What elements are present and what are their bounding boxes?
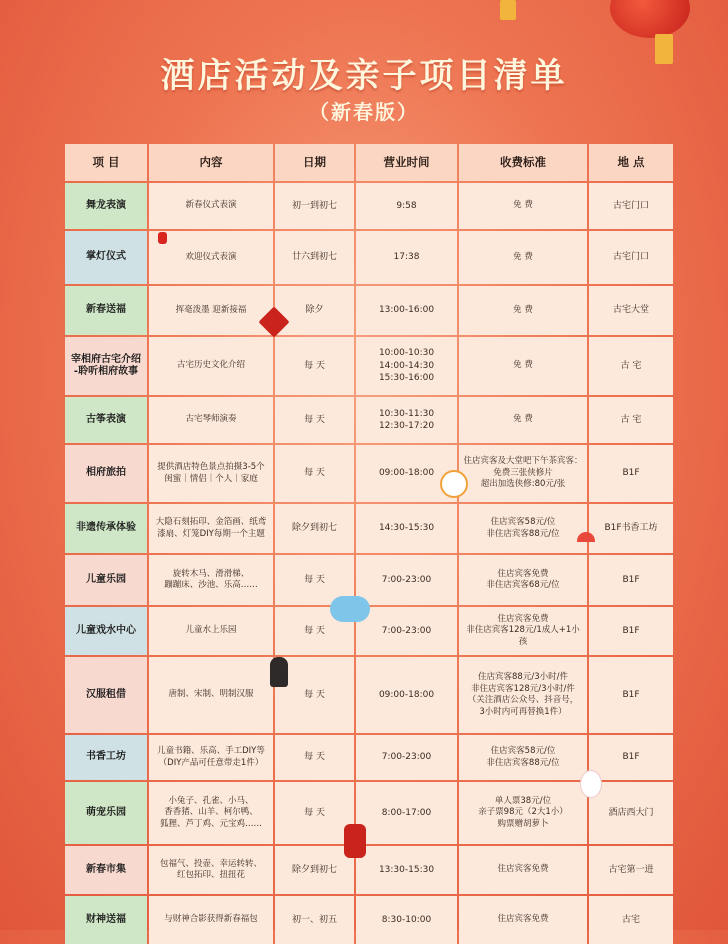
content-cell: 唐制、宋制、明制汉服 [149, 657, 273, 733]
tassel-icon [500, 0, 516, 20]
hours-cell: 9:58 [356, 183, 457, 229]
header-content: 内容 [149, 144, 273, 181]
place-cell: 古 宅 [589, 397, 673, 443]
item-cell: 汉服租借 [65, 657, 147, 733]
place-cell: B1F [589, 555, 673, 605]
hours-cell: 7:00-23:00 [356, 607, 457, 655]
date-cell: 廿六到初七 [275, 231, 354, 284]
item-cell: 掌灯仪式 [65, 231, 147, 284]
place-cell: 古宅第一进 [589, 846, 673, 894]
fee-cell: 住店宾客免费 非住店宾客68元/位 [459, 555, 587, 605]
date-cell: 每 天 [275, 657, 354, 733]
item-cell: 儿童戏水中心 [65, 607, 147, 655]
fee-cell: 免 费 [459, 397, 587, 443]
fee-cell: 免 费 [459, 183, 587, 229]
place-cell: B1F [589, 607, 673, 655]
date-cell: 每 天 [275, 555, 354, 605]
fee-cell: 住店宾客免费 [459, 846, 587, 894]
page-subtitle: （新春版） [309, 100, 419, 124]
date-cell: 除夕到初七 [275, 504, 354, 553]
content-cell: 提供酒店特色景点拍摄3-5个 闺蜜｜情侣｜个人｜家庭 [149, 445, 273, 502]
item-cell: 古筝表演 [65, 397, 147, 443]
hours-cell: 7:00-23:00 [356, 555, 457, 605]
fee-cell: 住店宾客58元/位 非住店宾客88元/位 [459, 735, 587, 780]
header-date: 日期 [275, 144, 354, 181]
place-cell: 古宅大堂 [589, 286, 673, 335]
content-cell: 新春仪式表演 [149, 183, 273, 229]
hours-cell: 09:00-18:00 [356, 657, 457, 733]
lantern-sticker-icon [158, 232, 167, 244]
date-cell: 每 天 [275, 445, 354, 502]
hanfu-girl-sticker-icon [270, 657, 288, 687]
place-cell: B1F [589, 735, 673, 780]
place-cell: 古 宅 [589, 337, 673, 395]
place-cell: 古宅 [589, 896, 673, 944]
content-cell: 大隐石刻拓印、金箔画、纸鸢 漆扇、灯笼DIY每期一个主题 [149, 504, 273, 553]
fee-cell: 住店宾客58元/位 非住店宾客88元/位 [459, 504, 587, 553]
fee-cell: 单人票38元/位 亲子票98元（2大1小） 购票赠胡萝卜 [459, 782, 587, 844]
fee-cell: 住店宾客免费 非住店宾客128元/1成人+1小孩 [459, 607, 587, 655]
place-cell: 古宅门口 [589, 231, 673, 284]
place-cell: 古宅门口 [589, 183, 673, 229]
content-cell: 古宅历史文化介绍 [149, 337, 273, 395]
content-cell: 古宅琴师演奏 [149, 397, 273, 443]
hours-cell: 8:00-17:00 [356, 782, 457, 844]
hours-cell: 17:38 [356, 231, 457, 284]
date-cell: 每 天 [275, 607, 354, 655]
item-cell: 宰相府古宅介绍 -聆听相府故事 [65, 337, 147, 395]
fee-cell: 住店宾客及大堂吧下午茶宾客： 免费三张侠修片 超出加选侠修:80元/张 [459, 445, 587, 502]
lantern-icon [610, 0, 690, 38]
date-cell: 每 天 [275, 782, 354, 844]
item-cell: 非遗传承体验 [65, 504, 147, 553]
hours-cell: 10:30-11:30 12:30-17:20 [356, 397, 457, 443]
date-cell: 除夕 [275, 286, 354, 335]
official-sticker-icon [344, 824, 366, 858]
date-cell: 每 天 [275, 735, 354, 780]
date-cell: 除夕到初七 [275, 846, 354, 894]
item-cell: 舞龙表演 [65, 183, 147, 229]
header-item: 项 目 [65, 144, 147, 181]
fee-cell: 住店宾客免费 [459, 896, 587, 944]
place-cell: B1F [589, 445, 673, 502]
header-hours: 营业时间 [356, 144, 457, 181]
content-cell: 儿童书籍、乐高、手工DIY等 （DIY产品可任意带走1件） [149, 735, 273, 780]
item-cell: 书香工坊 [65, 735, 147, 780]
content-cell: 小兔子、孔雀、小马、 香香猪、山羊、柯尔鸭、 狐狸、芦丁鸡、元宝鸡…… [149, 782, 273, 844]
fee-cell: 免 费 [459, 286, 587, 335]
content-cell: 儿童水上乐园 [149, 607, 273, 655]
item-cell: 新春送福 [65, 286, 147, 335]
hours-cell: 13:00-16:00 [356, 286, 457, 335]
fee-cell: 住店宾客88元/3小时/件 非住店宾客128元/3小时/件 （关注酒店公众号、抖音号， 3小时内可再替换1件） [459, 657, 587, 733]
header-place: 地 点 [589, 144, 673, 181]
date-cell: 初一、初五 [275, 896, 354, 944]
content-cell: 旋转木马、滑滑梯、 蹦蹦床、沙池、乐高…… [149, 555, 273, 605]
date-cell: 每 天 [275, 337, 354, 395]
hours-cell: 8:30-10:00 [356, 896, 457, 944]
item-cell: 萌宠乐园 [65, 782, 147, 844]
page-title: 酒店活动及亲子项目清单 [160, 56, 568, 96]
hours-cell: 09:00-18:00 [356, 445, 457, 502]
hours-cell: 7:00-23:00 [356, 735, 457, 780]
date-cell: 初一到初七 [275, 183, 354, 229]
item-cell: 相府旅拍 [65, 445, 147, 502]
goose-sticker-icon [440, 470, 468, 498]
fee-cell: 免 费 [459, 231, 587, 284]
hours-cell: 14:30-15:30 [356, 504, 457, 553]
content-cell: 挥毫泼墨 迎新接福 [149, 286, 273, 335]
fee-cell: 免 费 [459, 337, 587, 395]
item-cell: 财神送福 [65, 896, 147, 944]
header-fee: 收费标准 [459, 144, 587, 181]
swimmer-sticker-icon [330, 596, 370, 622]
rabbit-sticker-icon [580, 770, 602, 798]
content-cell: 欢迎仪式表演 [149, 231, 273, 284]
place-cell: 酒店西大门 [589, 782, 673, 844]
item-cell: 新春市集 [65, 846, 147, 894]
item-cell: 儿童乐园 [65, 555, 147, 605]
date-cell: 每 天 [275, 397, 354, 443]
hours-cell: 10:00-10:30 14:00-14:30 15:30-16:00 [356, 337, 457, 395]
place-cell: B1F书香工坊 [589, 504, 673, 553]
content-cell: 与财神合影获得新春福包 [149, 896, 273, 944]
activity-table [65, 144, 669, 925]
content-cell: 包福气、投壶、幸运转转、 红包拓印、扭扭花 [149, 846, 273, 894]
place-cell: B1F [589, 657, 673, 733]
hours-cell: 13:30-15:30 [356, 846, 457, 894]
